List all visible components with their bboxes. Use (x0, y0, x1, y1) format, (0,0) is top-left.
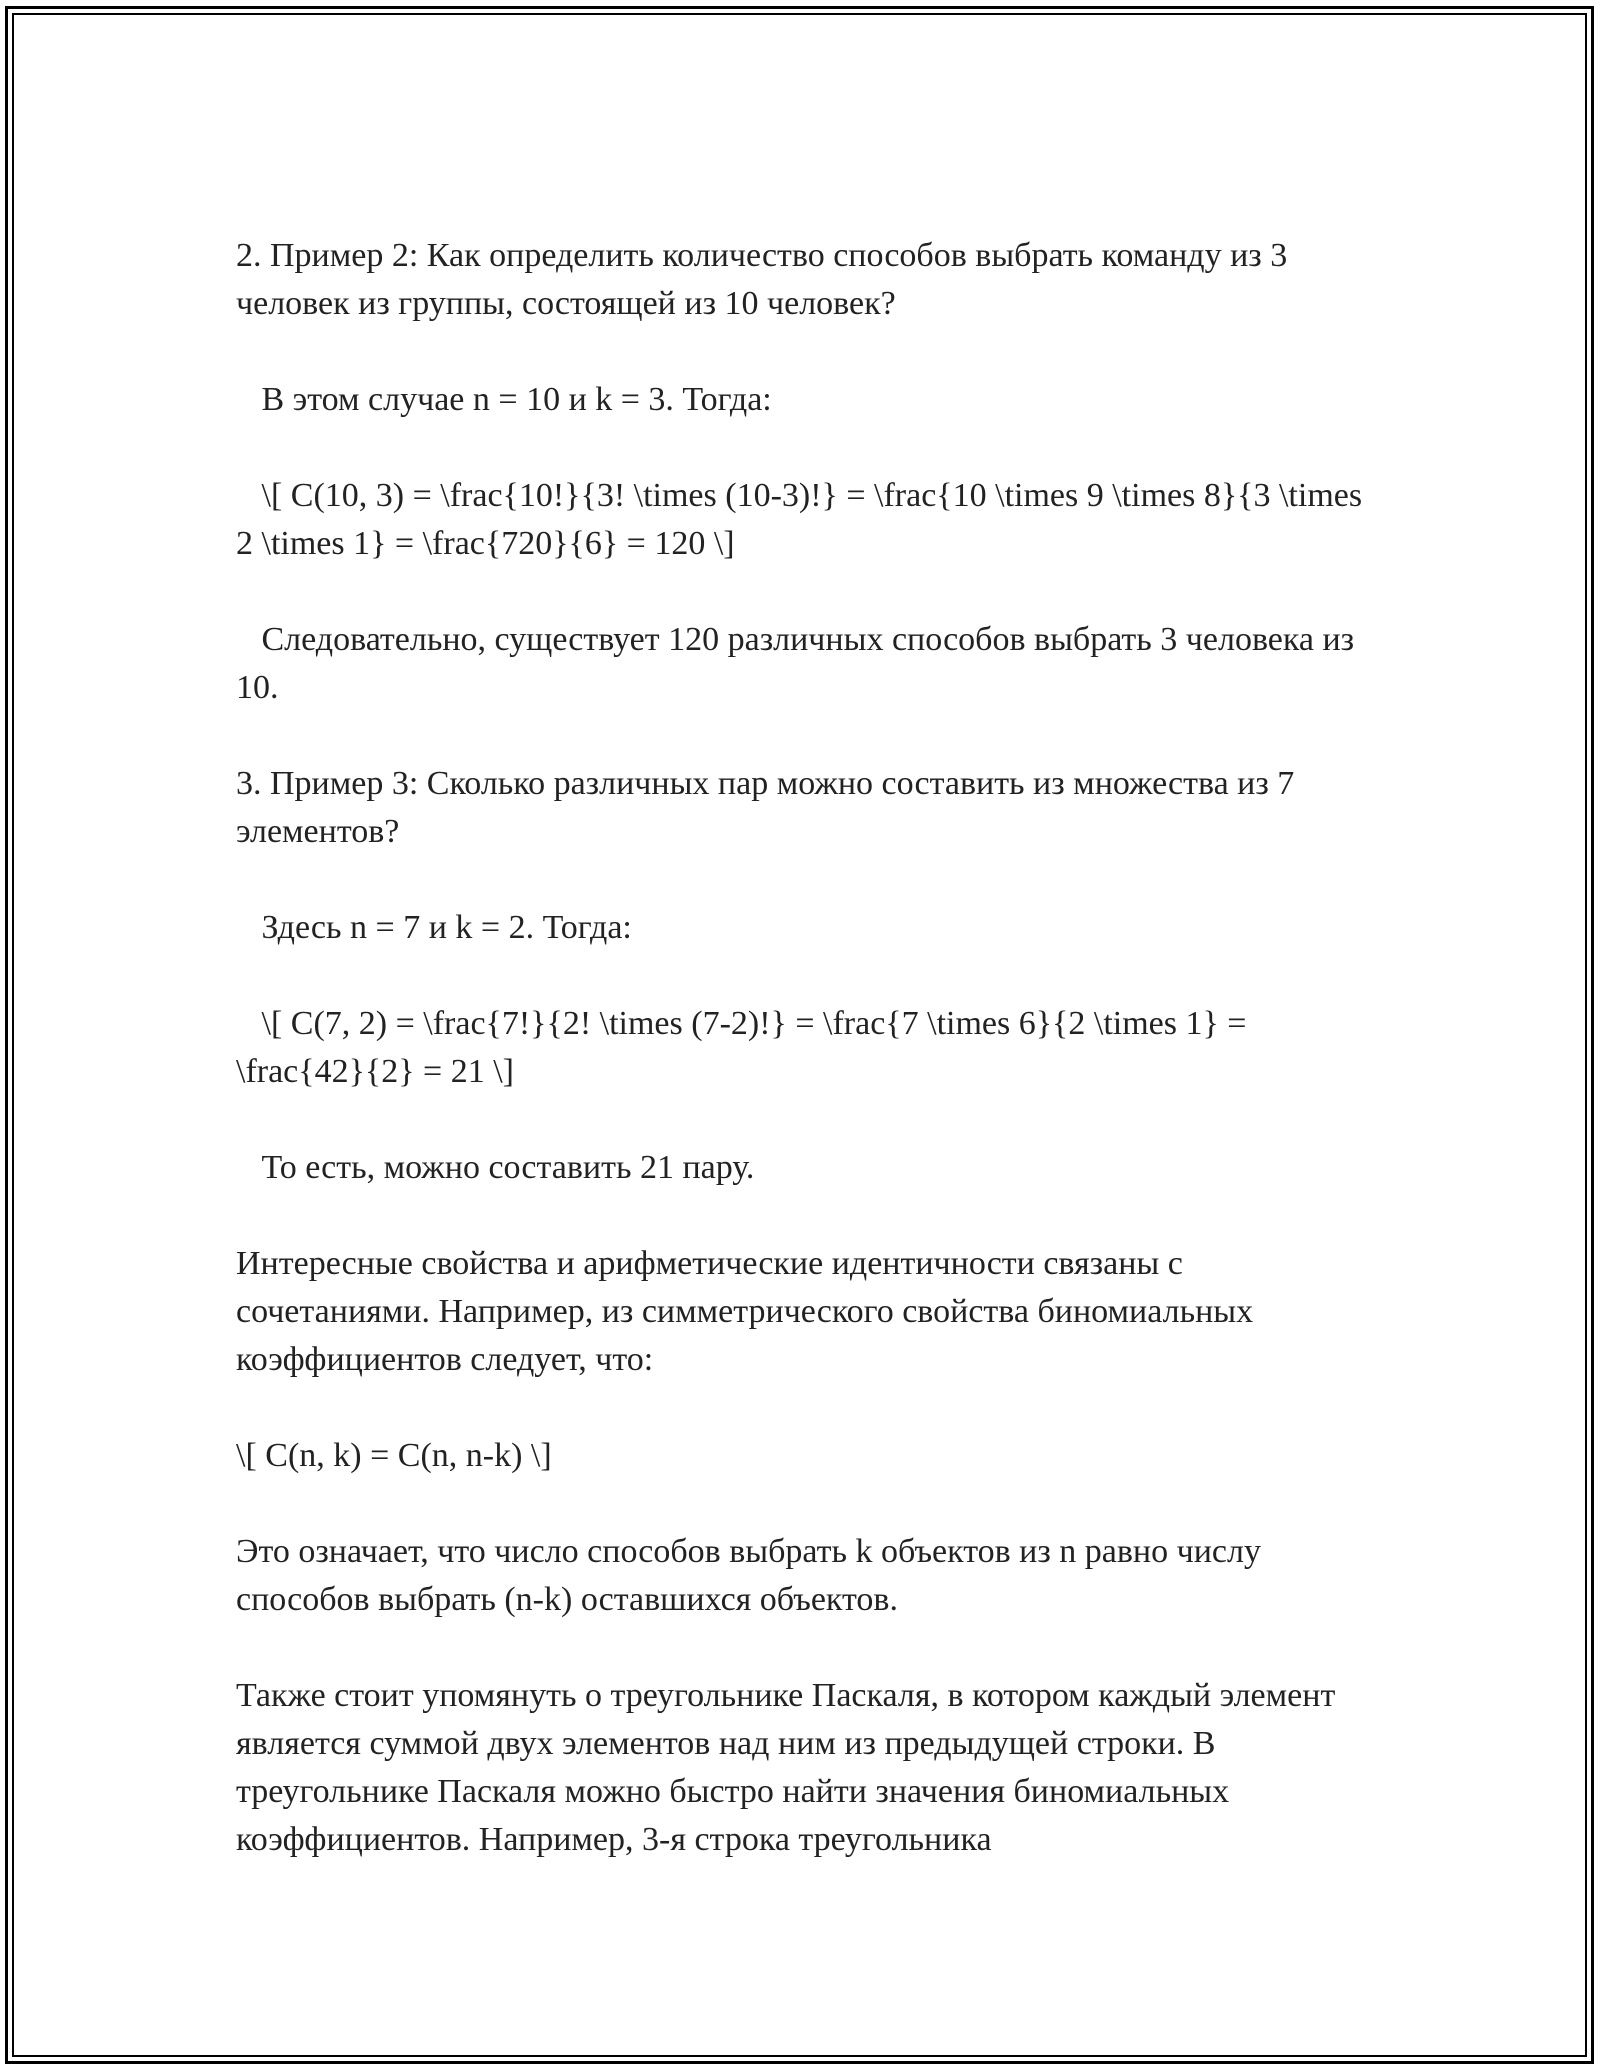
pascal-triangle-paragraph: Также стоит упомянуть о треугольнике Паскаля, в котором каждый элемент является суммой двух элементов над ним из предыдущей строки. В треугольнике Паскаля можно быстро найти значения биномиальных коэффициентов. Например, 3-я строка треугольника (236, 1677, 1344, 1858)
example-2-question: 2. Пример 2: Как определить количество способов выбрать команду из 3 человек из группы, состоящей из 10 человек? (236, 237, 1296, 322)
example-3-question: 3. Пример 3: Сколько различных пар можно составить из множества из 7 элементов? (236, 765, 1303, 850)
example-2-setup: В этом случае n = 10 и k = 3. Тогда: (236, 381, 772, 418)
properties-intro: Интересные свойства и арифметические идентичности связаны с сочетаниями. Например, из симметрического свойства биномиальных коэффициентов следует, что: (236, 1245, 1262, 1378)
example-3-setup: Здесь n = 7 и k = 2. Тогда: (236, 909, 632, 946)
symmetry-formula: \[ C(n, k) = C(n, n-k) \] (236, 1437, 552, 1474)
example-3-formula: \[ C(7, 2) = \frac{7!}{2! \times (7-2)!} = \frac{7 \times 6}{2 \times 1} = \frac{42}{2} = 21 \] (236, 1005, 1255, 1090)
example-2-conclusion: Следовательно, существует 120 различных способов выбрать 3 человека из 10. (236, 621, 1363, 706)
symmetry-explanation: Это означает, что число способов выбрать k объектов из n равно числу способов выбрать (n-k) оставшихся объектов. (236, 1533, 1270, 1618)
example-2-formula: \[ C(10, 3) = \frac{10!}{3! \times (10-3)!} = \frac{10 \times 9 \times 8}{3 \times 2 \times 1} = \frac{720}{6} = 120 \] (236, 477, 1371, 562)
document-body (236, 232, 1371, 1864)
example-3-conclusion: То есть, можно составить 21 пару. (236, 1149, 755, 1186)
